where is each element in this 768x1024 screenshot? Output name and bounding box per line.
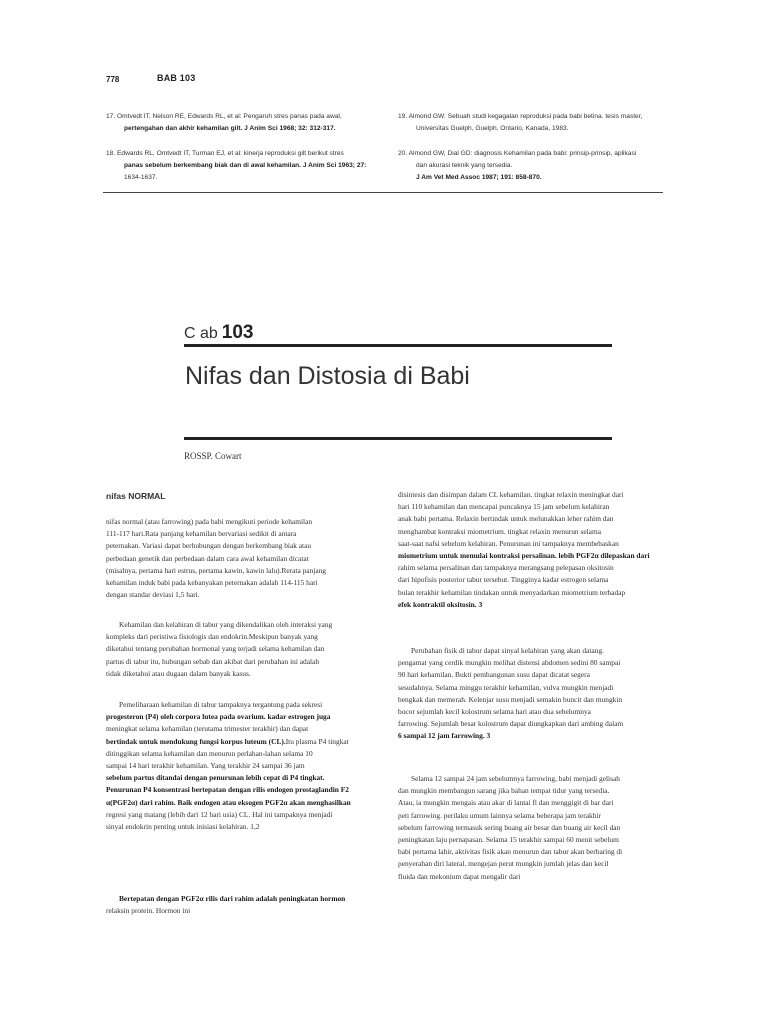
text-run: pengamat yang cerdik mungkin melihat distensi abdomen sedini 80 sampai [398, 658, 621, 668]
text-line [106, 699, 351, 711]
reference-line: 20. Almond GW, Dial GD: diagnosis Kehamilan pada babi: prinsip-prinsip, aplikasi [398, 150, 637, 157]
reference-19 [398, 111, 698, 135]
left-paragraph-3 [106, 699, 351, 833]
text-line [106, 748, 351, 760]
text-line [398, 694, 623, 706]
text-line [398, 846, 622, 858]
text-line [398, 489, 650, 501]
text-line: 111-117 hari.Rata panjang kehamilan bervariasi sedikit di antara [106, 529, 297, 539]
text-line [398, 645, 623, 657]
text-line [398, 858, 622, 870]
page-number: 778 [106, 75, 120, 84]
chapter-number: 103 [221, 322, 254, 343]
text-line [398, 682, 623, 694]
text-run: rahim selama persalinan dan tampaknya merangsang pelepasan oksitosin [398, 563, 614, 573]
text-line [106, 723, 351, 735]
reference-pages: 1634-1637. [124, 174, 158, 181]
text-run: fluida dan mekonium dapat mengalir dari [398, 871, 521, 881]
bold-run: 6 sampai 12 jam farrowing. 3 [398, 731, 491, 741]
reference-18 [106, 148, 406, 184]
chapter-top-rule [184, 344, 612, 347]
reference-citation: J Am Vet Med Assoc 1987; 191: 858-870. [416, 174, 542, 181]
text-run: Itu plasma P4 tingkat [285, 736, 349, 746]
text-run: bocor sejumlah kecil kolostrum selama hari atau dua sebelumnya [398, 707, 591, 717]
reference-citation: panas sebelum berkembang biak dan di awal kehamilan. J Anim Sci 1963; 27: [124, 162, 367, 169]
text-run: disintesis dan disimpan dalam CL kehamilan. tingkat relaxin meningkat dari [398, 490, 624, 499]
text-line [106, 893, 345, 905]
text-run: bulan terakhir kehamilan tindakan untuk menyadarkan miometrium terhadap [398, 587, 626, 597]
text-run: sebelum farrowing termasuk sering buang air besar dan buang air kecil dan [398, 822, 621, 832]
bold-run: Penurunan P4 konsentrasi bertepatan dengan rilis endogen prostaglandin F2 [106, 785, 349, 795]
bold-run: sebelum partus ditandai dengan penurunan lebih cepat di P4 tingkat. [106, 773, 325, 783]
text-line [398, 773, 622, 785]
text-run: Selama 12 sampai 24 jam sebelumnya farrowing, babi menjadi gelisah [411, 774, 620, 783]
reference-20 [398, 148, 698, 184]
text-line: kehamilan induk babi pada kebanyakan peternakan adalah 114-115 hari [106, 578, 318, 588]
text-run: anak babi pertama. Relaxin bertindak untuk melunakkan leher rahim dan [398, 514, 614, 524]
text-line: kompleks dari peristiwa fisiologis dan endokrin.Meskipun banyak yang [106, 632, 318, 642]
text-run: babi pertama lahir, aktivitas fisik akan menurun dan tabur akan berbaring di [398, 847, 623, 857]
bold-run: bertindak untuk mendukung fungsi korpus luteum (CL). [106, 736, 286, 746]
text-run: Perubahan fisik di tabur dapat sinyal kelahiran yang akan datang. [411, 646, 604, 655]
bold-run: progesteron (P4) oleh corpora lutea pada ovarium. kadar estrogen juga [106, 712, 331, 722]
text-run: dan mungkin membangun sarang jika bahan tempat tidur yang tersedia. [398, 786, 610, 796]
text-run: peti farrowing. perilaku umum lainnya selama beberapa jam terakhir [398, 810, 601, 820]
text-line [106, 797, 351, 809]
references-divider [103, 192, 663, 193]
right-paragraph-1 [398, 489, 650, 611]
text-line [398, 785, 622, 797]
reference-citation: pertengahan dan akhir kehamilan gilt. J Anim Sci 1968; 32: 312-317. [124, 125, 336, 132]
reference-17 [106, 111, 406, 135]
reference-line: 18. Edwards RL, Omtvedt IT, Turman EJ, et al: kinerja reproduksi gilt berikut stres [106, 150, 344, 157]
text-line [106, 711, 351, 723]
text-line [398, 669, 623, 681]
text-line [106, 905, 345, 917]
text-line [398, 706, 623, 718]
bold-run: Bertepatan dengan PGF2α rilis dari rahim adalah peningkatan hormon [119, 894, 346, 903]
chapter-title: Nifas dan Distosia di Babi [185, 362, 470, 390]
text-run: 90 hari kehamilan. Bukti pembangunan susu dapat dicatat segera [398, 670, 590, 680]
text-run: Atau, ia mungkin mengais atau akar di lantai fl dan menggigit di bar dari [398, 798, 614, 808]
chapter-author: ROSSP. Cowart [184, 451, 242, 461]
text-run: penyerahan diri lateral. mengejan perut mungkin jumlah jelas dan kecil [398, 859, 609, 869]
text-run: hari 110 kehamilan dan mencapai puncaknya 15 jam sebelum kelahiran [398, 502, 610, 512]
chapter-number-heading [184, 322, 254, 344]
bold-run: α(PGF2α) dari rahim. Baik endogen atau eksogen PGF2α akan menghasilkan [106, 797, 351, 807]
text-line [398, 587, 650, 599]
reference-line: 17. Omtvedt IT, Nelson RE, Edwards RL, et al: Pengaruh stres panas pada awal, [106, 113, 342, 120]
reference-line: Universitas Guelph, Guelph, Ontario, Kanada, 1983. [416, 125, 569, 132]
text-line [106, 809, 351, 821]
text-run: menghambat kontraksi miometrium. tingkat relaxin menurun selama [398, 526, 601, 536]
text-line [398, 526, 650, 538]
text-line: diketahui tentang perubahan hormonal yang terjadi selama kehamilan dan [106, 644, 325, 654]
section-heading: nifas NORMAL [106, 491, 166, 501]
bold-run: efek kontraktil oksitosin. 3 [398, 599, 483, 609]
text-line [398, 871, 622, 883]
running-chapter-label: BAB 103 [157, 73, 196, 83]
text-line [106, 772, 351, 784]
left-paragraph-1 [106, 516, 326, 601]
text-line: dengan standar deviasi 1,5 hari. [106, 590, 200, 600]
text-line: Kehamilan dan kelahiran di tabur yang dikendalikan oleh interaksi yang [119, 620, 333, 629]
text-line [398, 797, 622, 809]
right-paragraph-2 [398, 645, 623, 743]
text-run: sinyal endokrin penting untuk inisiasi kelahiran. 1,2 [106, 822, 260, 832]
text-line: nifas normal (atau farrowing) pada babi mengikuti periode kehamilan [106, 517, 313, 526]
text-run: relaksin protein. Hormon ini [106, 906, 191, 916]
text-run: sesudahnya. Selama minggu terakhir kehamilan, vulva mungkin menjadi [398, 682, 614, 692]
text-line [398, 822, 622, 834]
text-line: (misalnya, pertama hari estrus, pertama kawin, kawin lalu).Rerata panjang [106, 565, 326, 575]
left-paragraph-2 [106, 619, 332, 680]
text-line [106, 784, 351, 796]
left-paragraph-4 [106, 893, 345, 917]
text-run: regresi yang matang (lebih dari 12 hari usia) CL. Hal ini tampaknya menjadi [106, 809, 333, 819]
text-line [106, 821, 351, 833]
reference-line: dan akurasi teknik yang tersedia. [416, 162, 513, 169]
text-line [398, 810, 622, 822]
text-run: bengkak dan memerah. Kelenjar susu menjadi semakin buncit dan mungkin [398, 694, 623, 704]
text-run: farrowing. Sejumlah besar kolostrum dapat diungkapkan dari ambing dalam [398, 719, 624, 729]
text-run: Pemeliharaan kehamilan di tabur tampaknya tergantung pada sekresi [119, 700, 323, 709]
bold-run: miometrium untuk memulai kontraksi persalinan. lebih PGF2α dilepaskan dari [398, 551, 650, 561]
text-line: partus di tabur itu, hubungan sebab dan akibat dari perubahan ini adalah [106, 656, 320, 666]
text-line: perbedaan genetik dan perbedaan dalam cara awal kehamilan dicatat [106, 553, 309, 563]
text-line [398, 562, 650, 574]
reference-line: 19. Almond GW: Sebuah studi kegagalan reproduksi pada babi betina. tesis master, [398, 113, 643, 120]
chapter-prefix: C ab [184, 325, 218, 342]
chapter-bottom-rule [184, 437, 612, 440]
text-line [398, 513, 650, 525]
text-run: meningkat selama kehamilan (terutama trimester terakhir) dan dapat [106, 724, 309, 734]
text-line: tidak diketahui atau dugaan dalam banyak kasus. [106, 668, 251, 678]
text-line [398, 718, 623, 730]
text-line [398, 730, 623, 742]
text-run: sampai 14 hari terakhir kehamilan. Yang terakhir 24 sampai 36 jam [106, 761, 305, 771]
text-line [106, 736, 351, 748]
text-run: peningkatan laju pernapasan. Selama 15 terakhir sampai 60 menit sebelum [398, 835, 619, 845]
text-run: saat-saat nafsi sebelum kelahiran. Penurunan ini tampaknya membebaskan [398, 538, 619, 548]
text-line [398, 538, 650, 550]
text-line [398, 501, 650, 513]
text-line [398, 599, 650, 611]
text-line [398, 657, 623, 669]
text-line [398, 834, 622, 846]
text-line [398, 550, 650, 562]
text-line: peternakan. Variasi dapat berhubungan dengan berkembang biak atau [106, 541, 312, 551]
text-line [398, 574, 650, 586]
text-run: ditinggikan selama kehamilan dan menurun perlahan-lahan selama 10 [106, 748, 313, 758]
text-run: dari hipofisis posterior tabur tersebut. Tingginya kadar estrogen selama [398, 575, 609, 585]
right-paragraph-3 [398, 773, 622, 883]
text-line [106, 760, 351, 772]
